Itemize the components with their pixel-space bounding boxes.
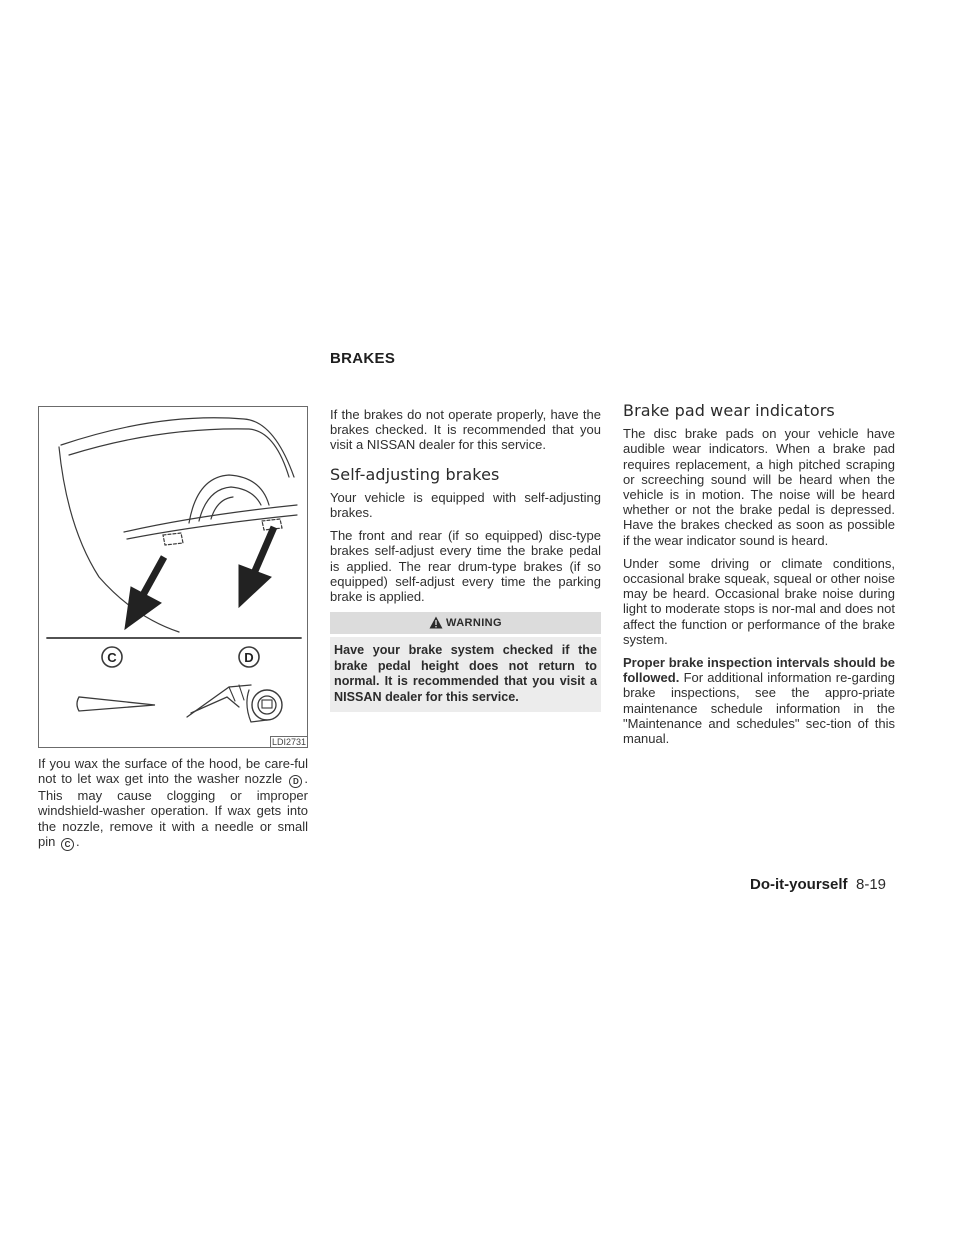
wax-text-part-1: If you wax the surface of the hood, be care-ful not to let wax get into the washer nozzle [38,756,308,787]
inspection-bold-text: Proper brake inspection intervals should be followed. [623,655,895,686]
warning-header [330,612,601,634]
warning-label: WARNING [446,617,502,630]
wax-paragraph [38,756,308,851]
section-title: BRAKES [330,350,396,367]
brake-pad-paragraph-1: The disc brake pads on your vehicle have audible wear indicators. When a brake pad requires replacement, a high pitched scraping or screeching sound will be heard when the vehicle is in motion. The noise will be heard whether or not the brake pedal is depressed. Have the brakes checked as soon as possible if the wear indicator sound is heard. [623,426,895,548]
callout-d: D [289,775,302,788]
column-1 [38,756,308,859]
figure-label-d: D [244,650,254,665]
footer-section-label: Do-it-yourself [750,876,848,893]
page-number: 8-19 [856,876,887,893]
wax-text-part-3: . [75,833,80,849]
figure-id: LDI2731 [271,737,306,747]
brakes-intro-paragraph: If the brakes do not operate properly, have the brakes checked. It is recommended that you visit a NISSAN dealer for this service. [330,407,601,453]
figure-label-c: C [107,650,117,665]
hood-nozzle-illustration [39,407,307,747]
warning-text: Have your brake system checked if the brake pedal height does not return to normal. It is recommended that you visit a NISSAN dealer for this service. [330,637,601,711]
brake-pad-paragraph-2: Under some driving or climate conditions, occasional brake squeak, squeal or other noise may be heard. Occasional brake noise during light to moderate stops is nor-mal and does not affect the function or performance of the brake system. [623,555,895,647]
callout-c: C [61,838,74,851]
self-adjusting-heading: Self-adjusting brakes [330,464,500,484]
warning-icon [429,615,443,637]
wax-text-part-2: . This may cause clogging or improper windshield-washer operation. If wax gets into the nozzle, remove it with a needle or small pin [38,771,308,849]
brake-pad-paragraph-3 [623,655,895,746]
self-adjusting-paragraph-1: Your vehicle is equipped with self-adjusting brakes. [330,489,601,521]
column-2 [330,407,601,712]
self-adjusting-paragraph-2: The front and rear (if so equipped) disc-type brakes self-adjust every time the brake pedal is applied. The rear drum-type brakes (if so equipped) self-adjust every time the parking brake is applied. [330,528,601,605]
column-3 [623,403,895,754]
brake-pad-heading: Brake pad wear indicators [623,401,835,420]
washer-nozzle-figure [38,406,308,748]
inspection-text: For additional information re-garding brake inspections, see the appro-priate maintenance schedule information in the "Maintenance and schedules" sec-tion of this manual. [623,670,895,747]
